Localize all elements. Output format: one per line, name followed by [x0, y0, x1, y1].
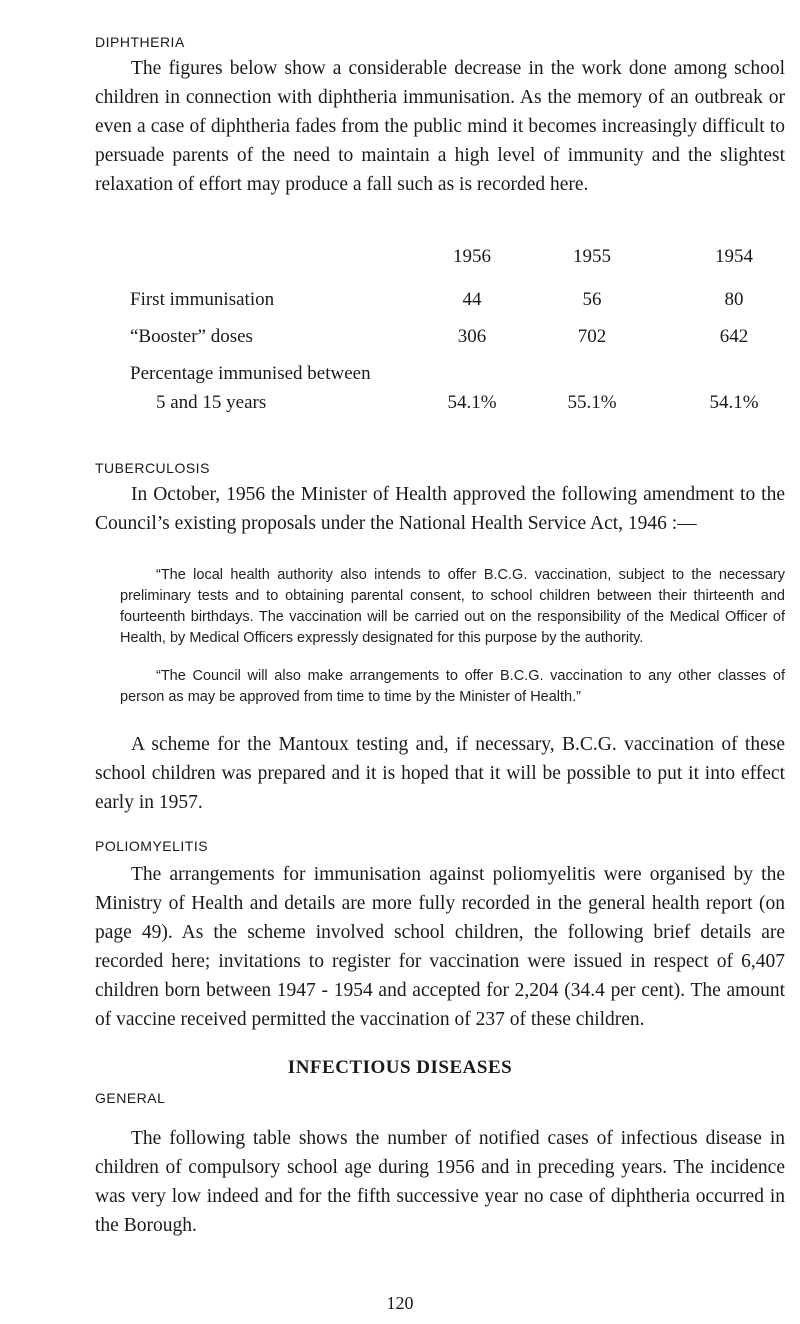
- tuberculosis-intro: In October, 1956 the Minister of Health approved the following amendment to the Council’s existing proposals under the National Health Service Act, 1946 :—: [95, 484, 785, 534]
- poliomyelitis-heading: POLIOMYELITIS: [95, 838, 209, 854]
- tuberculosis-heading: TUBERCULOSIS: [95, 460, 210, 476]
- table-cell: 44: [462, 289, 482, 310]
- general-subheading: GENERAL: [95, 1090, 166, 1106]
- poliomyelitis-paragraph: The arrangements for immunisation against poliomyelitis were organised by the Ministry of Health and details are more fully recorded in the general health report (on page 49). As the scheme involved school children, the following brief details are recorded here; invitations to register for vaccination were issued in respect of 6,407 children born between 1947 - 1954 and accepted for 2,204 (34.4 per cent). The amount of vaccine received permitted the vaccination of 237 of these children.: [95, 864, 785, 1030]
- table-year-header: 1954: [715, 246, 753, 267]
- table-year-header: 1956: [453, 246, 491, 267]
- table-cell: 306: [457, 326, 487, 347]
- table-cell: 702: [577, 326, 607, 347]
- table-cell: 55.1%: [567, 392, 617, 413]
- table-year-header: 1955: [573, 246, 611, 267]
- diphtheria-paragraph: The figures below show a considerable decrease in the work done among school children in connection with diphtheria immunisation. As the memory of an outbreak or even a case of diphtheria fades from the public mind it becomes increasingly difficult to persuade parents of the need to maintain a high level of immunity and the slightest relaxation of effort may produce a fall such as is recorded here.: [95, 58, 785, 195]
- diphtheria-heading: DIPHTHERIA: [95, 34, 185, 50]
- table-row-label: “Booster” doses: [130, 326, 253, 347]
- table-cell: 56: [582, 289, 602, 310]
- table-cell: 642: [719, 326, 749, 347]
- tuberculosis-closing: A scheme for the Mantoux testing and, if necessary, B.C.G. vaccination of these school children was prepared and it is hoped that it will be possible to put it into effect early in 1957.: [95, 734, 785, 813]
- infectious-paragraph: The following table shows the number of notified cases of infectious disease in children of compulsory school age during 1956 and in preceding years. The incidence was very low indeed and for the fifth successive year no case of diphtheria occurred in the Borough.: [95, 1128, 785, 1236]
- table-row-label: First immunisation: [130, 289, 275, 310]
- table-cell: 54.1%: [447, 392, 497, 413]
- infectious-diseases-title: INFECTIOUS DISEASES: [287, 1057, 513, 1078]
- table-row-label: 5 and 15 years: [156, 392, 267, 413]
- table-cell: 80: [724, 289, 744, 310]
- page-number: 120: [386, 1293, 414, 1313]
- tuberculosis-quote-1: “The local health authority also intends to offer B.C.G. vaccination, subject to the necessary preliminary tests and to obtaining parental consent, to school children between their thirteenth and fourteenth birthdays. The vaccination will be carried out on the responsibility of the Medical Officer of Health, by Medical Officers expressly designated for this purpose by the authority.: [120, 567, 785, 646]
- table-cell: 54.1%: [709, 392, 759, 413]
- table-row-label: Percentage immunised between: [130, 363, 371, 384]
- tuberculosis-quote-2: “The Council will also make arrangements to offer B.C.G. vaccination to any other classes of person as may be approved from time to time by the Minister of Health.”: [120, 668, 785, 705]
